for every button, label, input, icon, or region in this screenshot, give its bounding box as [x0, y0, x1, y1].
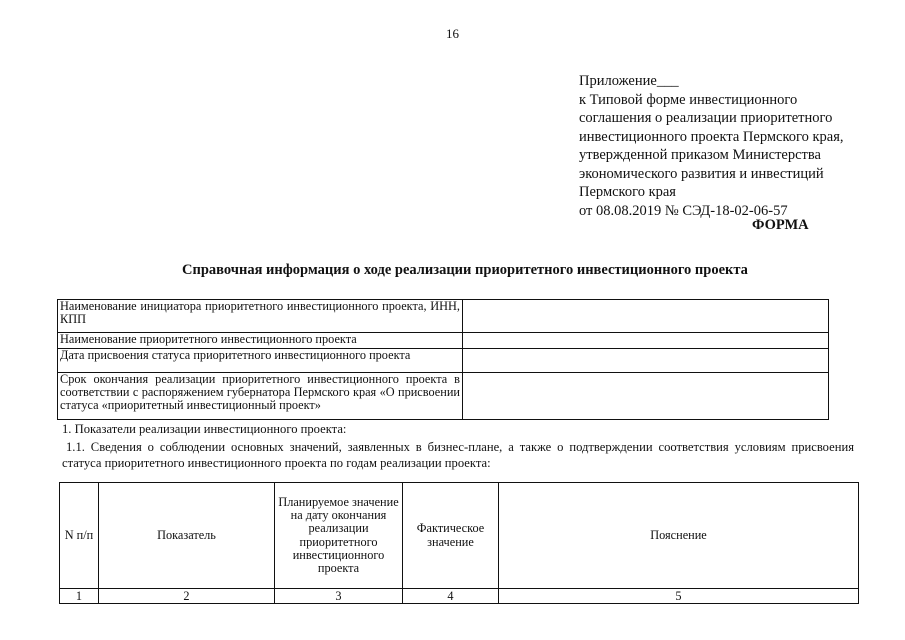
- header-actual-value: Фактическое значение: [403, 483, 499, 589]
- header-explanation: Пояснение: [499, 483, 859, 589]
- indicators-header-row: [60, 483, 859, 589]
- appendix-line: соглашения о реализации приоритетного: [579, 110, 833, 126]
- info-row: [58, 373, 829, 420]
- appendix-line: к Типовой форме инвестиционного: [579, 91, 798, 108]
- column-number: 2: [99, 589, 275, 604]
- info-label: Наименование инициатора приоритетного инвестиционного проекта, ИНН, КПП: [58, 300, 463, 333]
- appendix-line: Пермского края: [579, 184, 676, 200]
- info-label: Дата присвоения статуса приоритетного инвестиционного проекта: [58, 349, 463, 373]
- project-info-table: [57, 299, 829, 420]
- column-number: 5: [499, 589, 859, 604]
- document-title: Справочная информация о ходе реализации приоритетного инвестиционного проекта: [182, 262, 748, 278]
- header-planned-value: Планируемое значение на дату окончания реализации приоритетного инвестиционного проекта: [275, 483, 403, 589]
- info-value: [463, 300, 829, 333]
- section-1-heading: 1. Показатели реализации инвестиционного проекта:: [62, 422, 347, 436]
- appendix-line: Приложение___: [579, 73, 679, 89]
- column-numbers-row: [60, 589, 859, 604]
- indicators-table: [59, 482, 859, 604]
- appendix-block: [579, 72, 879, 220]
- info-value: [463, 333, 829, 349]
- info-value: [463, 373, 829, 420]
- info-row: [58, 333, 829, 349]
- column-number: 3: [275, 589, 403, 604]
- info-value: [463, 349, 829, 373]
- column-number: 4: [403, 589, 499, 604]
- section-1-1-text: 1.1. Сведения о соблюдении основных значений, заявленных в бизнес-плане, а также о подтверждении соответствия условиям присвоения статуса приоритетного инвестиционного проекта по годам реализации проекта:: [62, 440, 854, 470]
- page-number: 16: [446, 26, 459, 41]
- header-number: N п/п: [60, 483, 99, 589]
- info-row: [58, 300, 829, 333]
- appendix-line: инвестиционного проекта Пермского края,: [579, 128, 844, 145]
- form-label: ФОРМА: [752, 217, 809, 233]
- header-indicator: Показатель: [99, 483, 275, 589]
- info-label: Наименование приоритетного инвестиционного проекта: [58, 333, 463, 349]
- column-number: 1: [60, 589, 99, 604]
- info-row: [58, 349, 829, 373]
- appendix-line: от 08.08.2019 № СЭД-18-02-06-57: [579, 202, 788, 219]
- info-label: Срок окончания реализации приоритетного инвестиционного проекта в соответствии с распоряжением губернатора Пермского края «О присвоении статуса «приоритетный инвестиционный проект»: [58, 373, 463, 420]
- appendix-line: экономического развития и инвестиций: [579, 165, 824, 182]
- appendix-line: утвержденной приказом Министерства: [579, 147, 821, 163]
